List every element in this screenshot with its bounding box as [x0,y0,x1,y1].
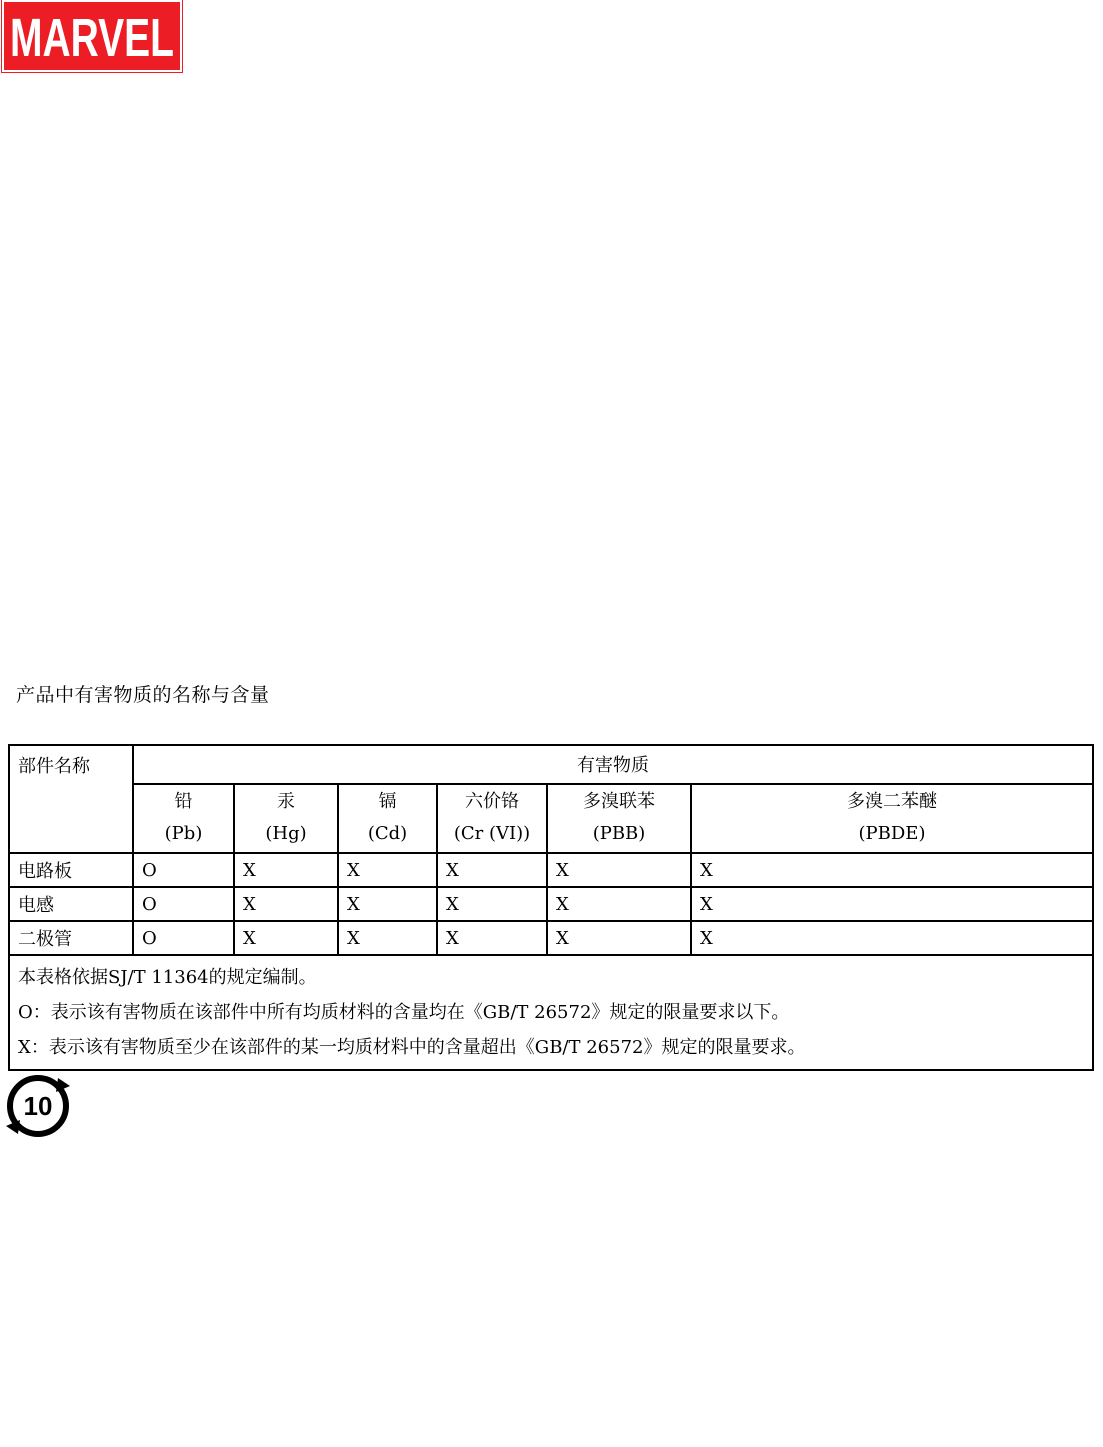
note-standard: 本表格依据SJ/T 11364的规定编制。 [18,967,317,988]
value-cell: O [133,853,234,887]
table-notes [9,955,1093,1070]
value-cell: O [133,887,234,921]
value-cell: X [691,887,1093,921]
value-cell: X [234,853,338,887]
value-cell: X [338,853,437,887]
value-cell: X [437,887,547,921]
value-cell: X [338,887,437,921]
marvel-logo-text: MARVEL [10,8,174,68]
value-cell: X [547,887,691,921]
table-row [9,887,1093,921]
value-cell: X [691,853,1093,887]
column-header-lead [133,784,234,853]
table-row [9,853,1093,887]
note-x-definition: X：表示该有害物质至少在该部件的某一均质材料中的含量超出《GB/T 26572》规定的限量要求。 [18,1037,806,1058]
column-header-mercury [234,784,338,853]
note-o-definition: O：表示该有害物质在该部件中所有均质材料的含量均在《GB/T 26572》规定的限量要求以下。 [18,1002,790,1023]
part-name-cell: 电感 [9,887,133,921]
value-cell: X [338,921,437,955]
marvel-logo [2,0,182,72]
column-symbol: (PBB) [592,823,646,845]
column-symbol: (Pb) [164,823,203,845]
value-cell: X [547,921,691,955]
part-name-header: 部件名称 [9,745,133,853]
value-cell: X [547,853,691,887]
marvel-logo-mark [6,4,178,68]
value-cell: X [234,887,338,921]
column-name: 六价铬 [465,791,519,813]
table-row [9,921,1093,955]
efup-10-icon [4,1072,72,1140]
column-header-pbb [547,784,691,853]
value-cell: X [691,921,1093,955]
column-symbol: (Cd) [367,823,408,845]
column-header-pbde [691,784,1093,853]
column-symbol: (PBDE) [858,823,926,845]
column-header-chromium [437,784,547,853]
column-name: 多溴联苯 [583,791,655,813]
value-cell: O [133,921,234,955]
efup-period-label: 10 [23,1091,53,1121]
column-name: 多溴二苯醚 [847,791,937,813]
part-name-cell: 电路板 [9,853,133,887]
part-name-cell: 二极管 [9,921,133,955]
column-name: 汞 [277,791,295,813]
table-header-row [9,745,1093,784]
column-header-cadmium [338,784,437,853]
value-cell: X [437,921,547,955]
column-symbol: (Cr (VI)) [453,823,531,845]
table-substance-row [9,784,1093,853]
document-title: 产品中有害物质的名称与含量 [16,684,270,706]
table-notes-row [9,955,1093,1070]
column-name: 镉 [378,791,397,813]
column-symbol: (Hg) [265,823,307,845]
value-cell: X [234,921,338,955]
hazardous-substance-table [8,744,1094,1071]
value-cell: X [437,853,547,887]
column-name: 铅 [174,791,193,813]
hazardous-substance-header: 有害物质 [133,745,1093,784]
